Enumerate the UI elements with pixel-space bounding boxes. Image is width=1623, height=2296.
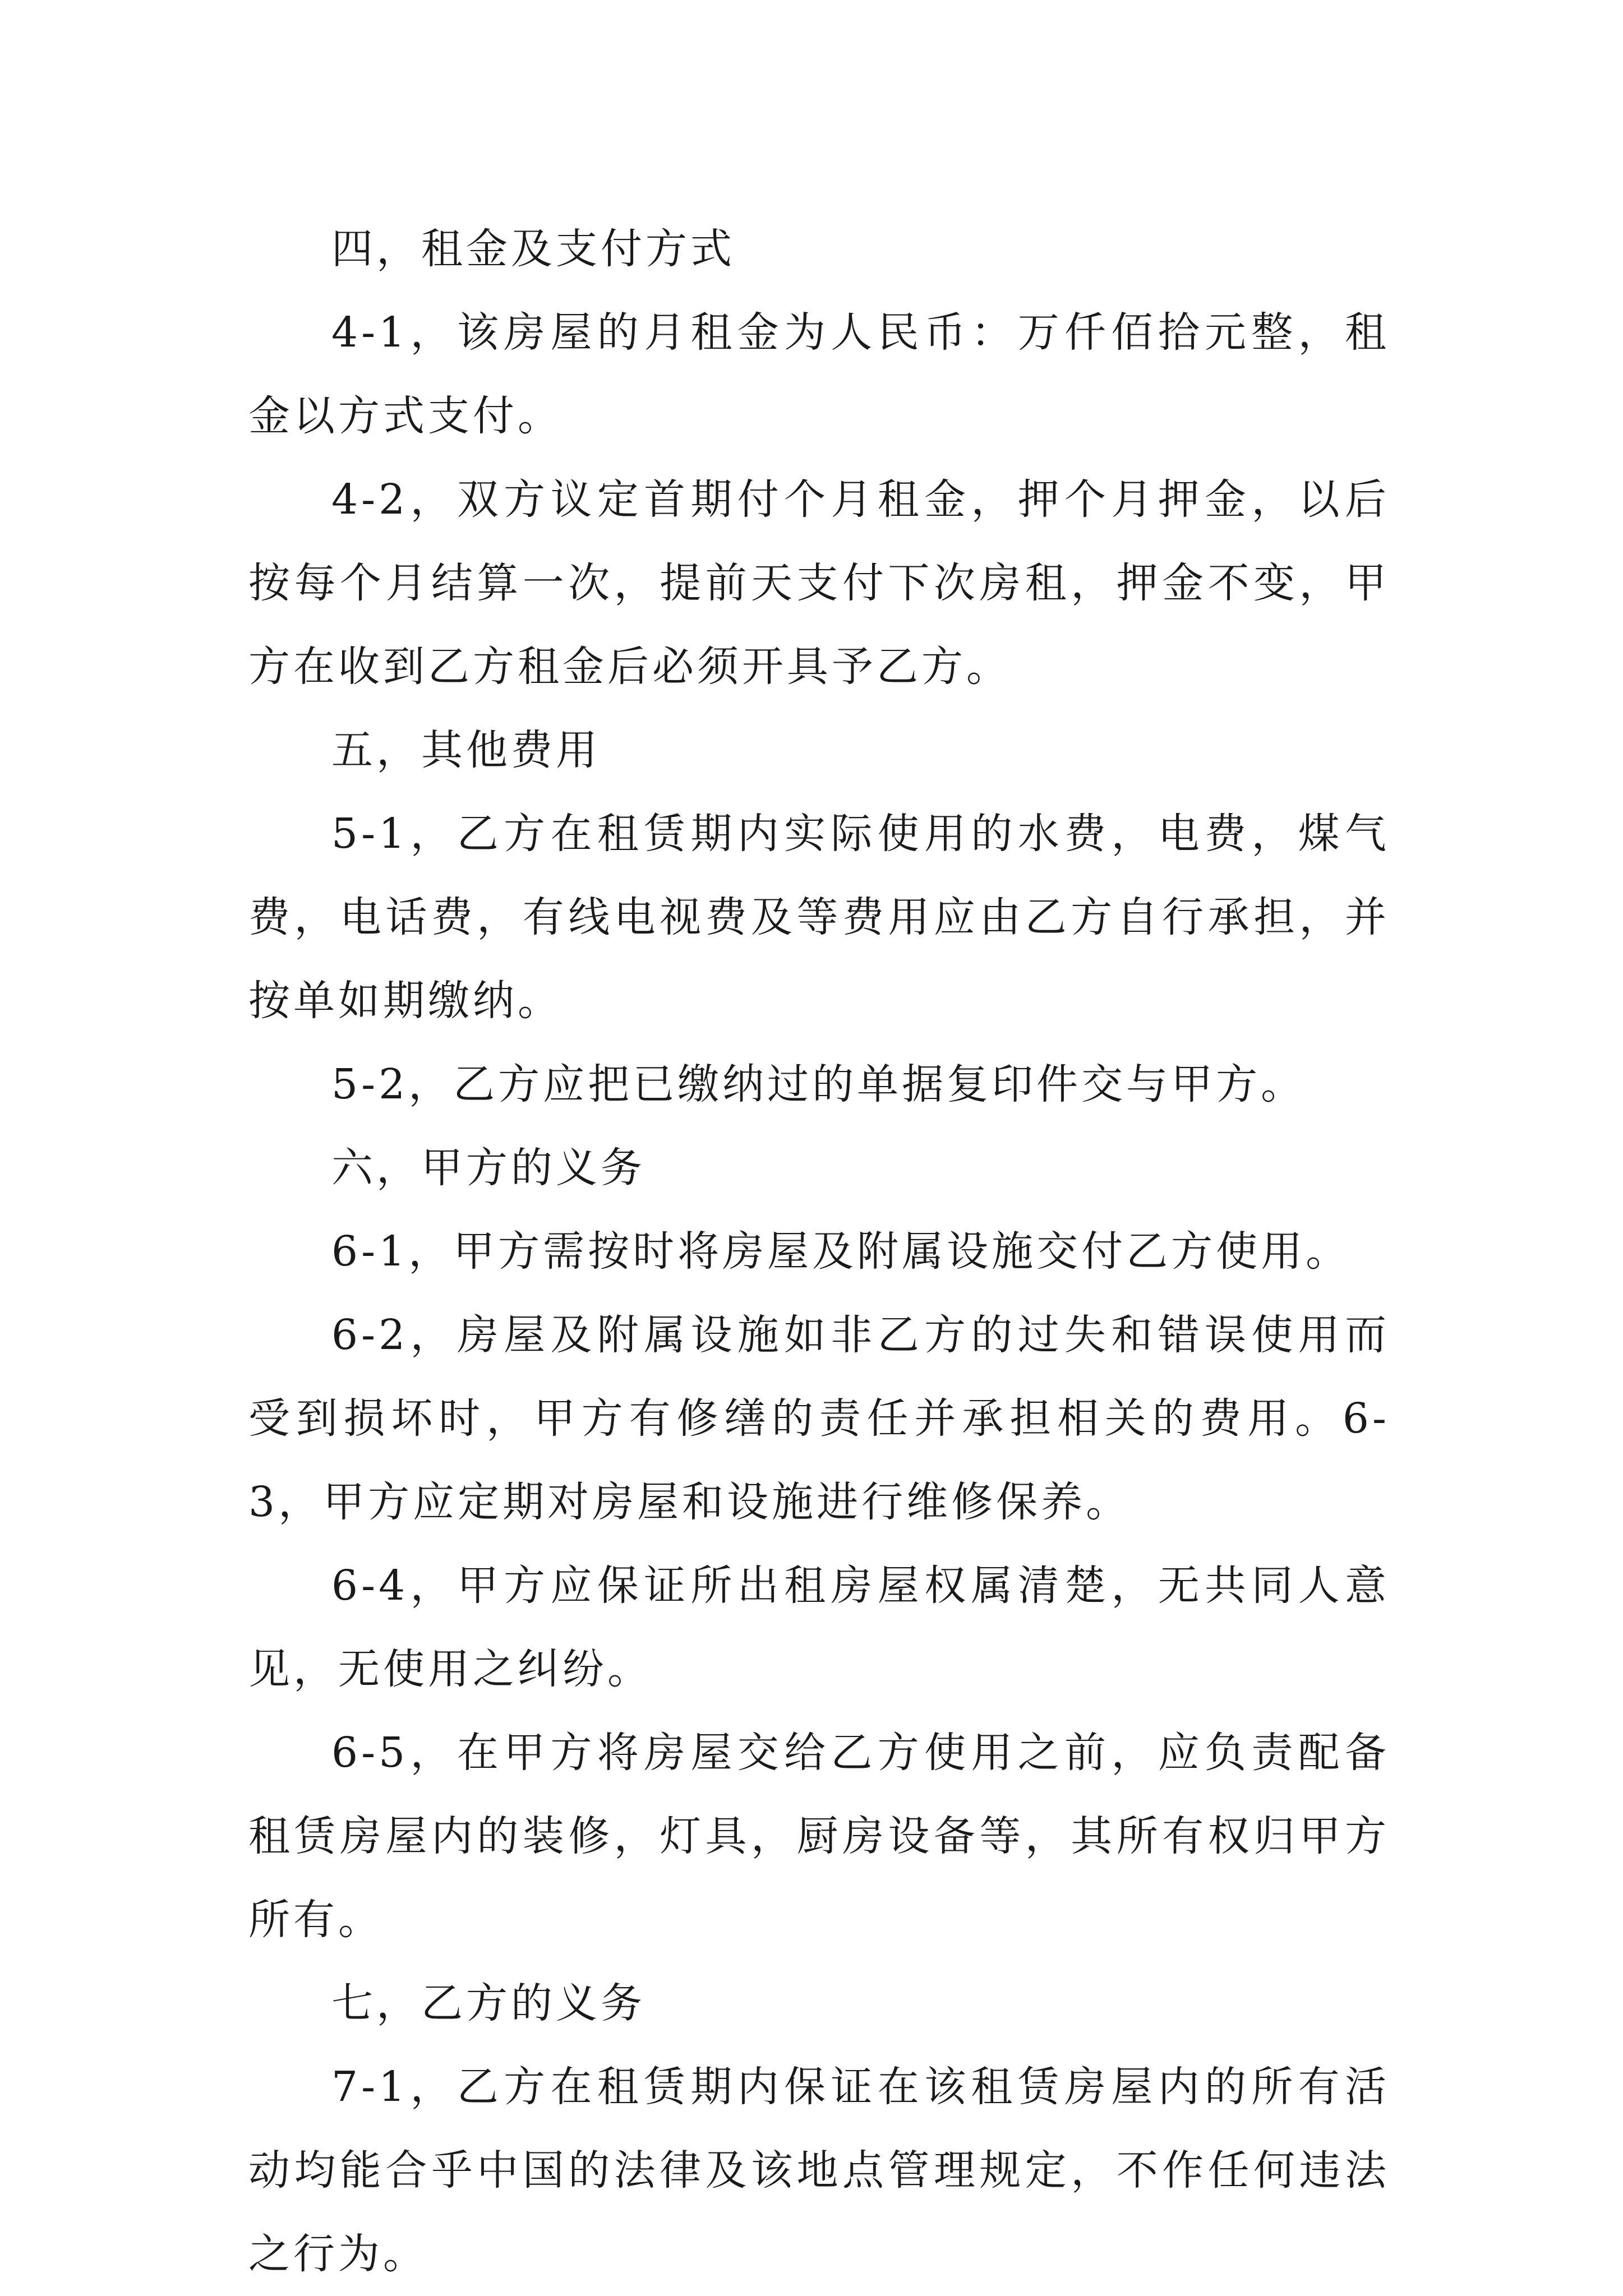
section-heading-other-fees: 五，其他费用 <box>331 726 601 774</box>
clause-6-5: 6-5，在甲方将房屋交给乙方使用之前，应负责配备租赁房屋内的装修，灯具，厨房设备等，其所有权归甲方所有。 <box>248 1729 1390 1944</box>
section-heading-party-b-duties: 七，乙方的义务 <box>331 1979 645 2027</box>
section-heading-rent: 四，租金及支付方式 <box>331 225 735 273</box>
clause-5-2: 5-2，乙方应把已缴纳过的单据复印件交与甲方。 <box>331 1060 1306 1108</box>
clause-6-1: 6-1，甲方需按时将房屋及附属设施交付乙方使用。 <box>331 1227 1351 1276</box>
clause-6-2: 6-2，房屋及附属设施如非乙方的过失和错误使用而受到损坏时，甲方有修缮的责任并承担相关的费用。6-3，甲方应定期对房屋和设施进行维修保养。 <box>248 1311 1390 1526</box>
clause-6-4: 6-4，甲方应保证所出租房屋权属清楚，无共同人意见，无使用之纠纷。 <box>248 1562 1390 1693</box>
clause-4-1: 4-1，该房屋的月租金为人民币：万仟佰拾元整，租金以方式支付。 <box>248 308 1390 440</box>
clause-4-2: 4-2，双方议定首期付个月租金，押个月押金，以后按每个月结算一次，提前天支付下次房租，押金不变，甲方在收到乙方租金后必须开具予乙方。 <box>248 475 1390 691</box>
clause-7-1: 7-1，乙方在租赁期内保证在该租赁房屋内的所有活动均能合乎中国的法律及该地点管理规定，不作任何违法之行为。 <box>248 2063 1390 2278</box>
section-heading-party-a-duties: 六，甲方的义务 <box>331 1144 645 1192</box>
clause-5-1: 5-1，乙方在租赁期内实际使用的水费，电费，煤气费，电话费，有线电视费及等费用应由乙方自行承担，并按单如期缴纳。 <box>248 810 1390 1025</box>
document-body <box>248 207 1390 2296</box>
